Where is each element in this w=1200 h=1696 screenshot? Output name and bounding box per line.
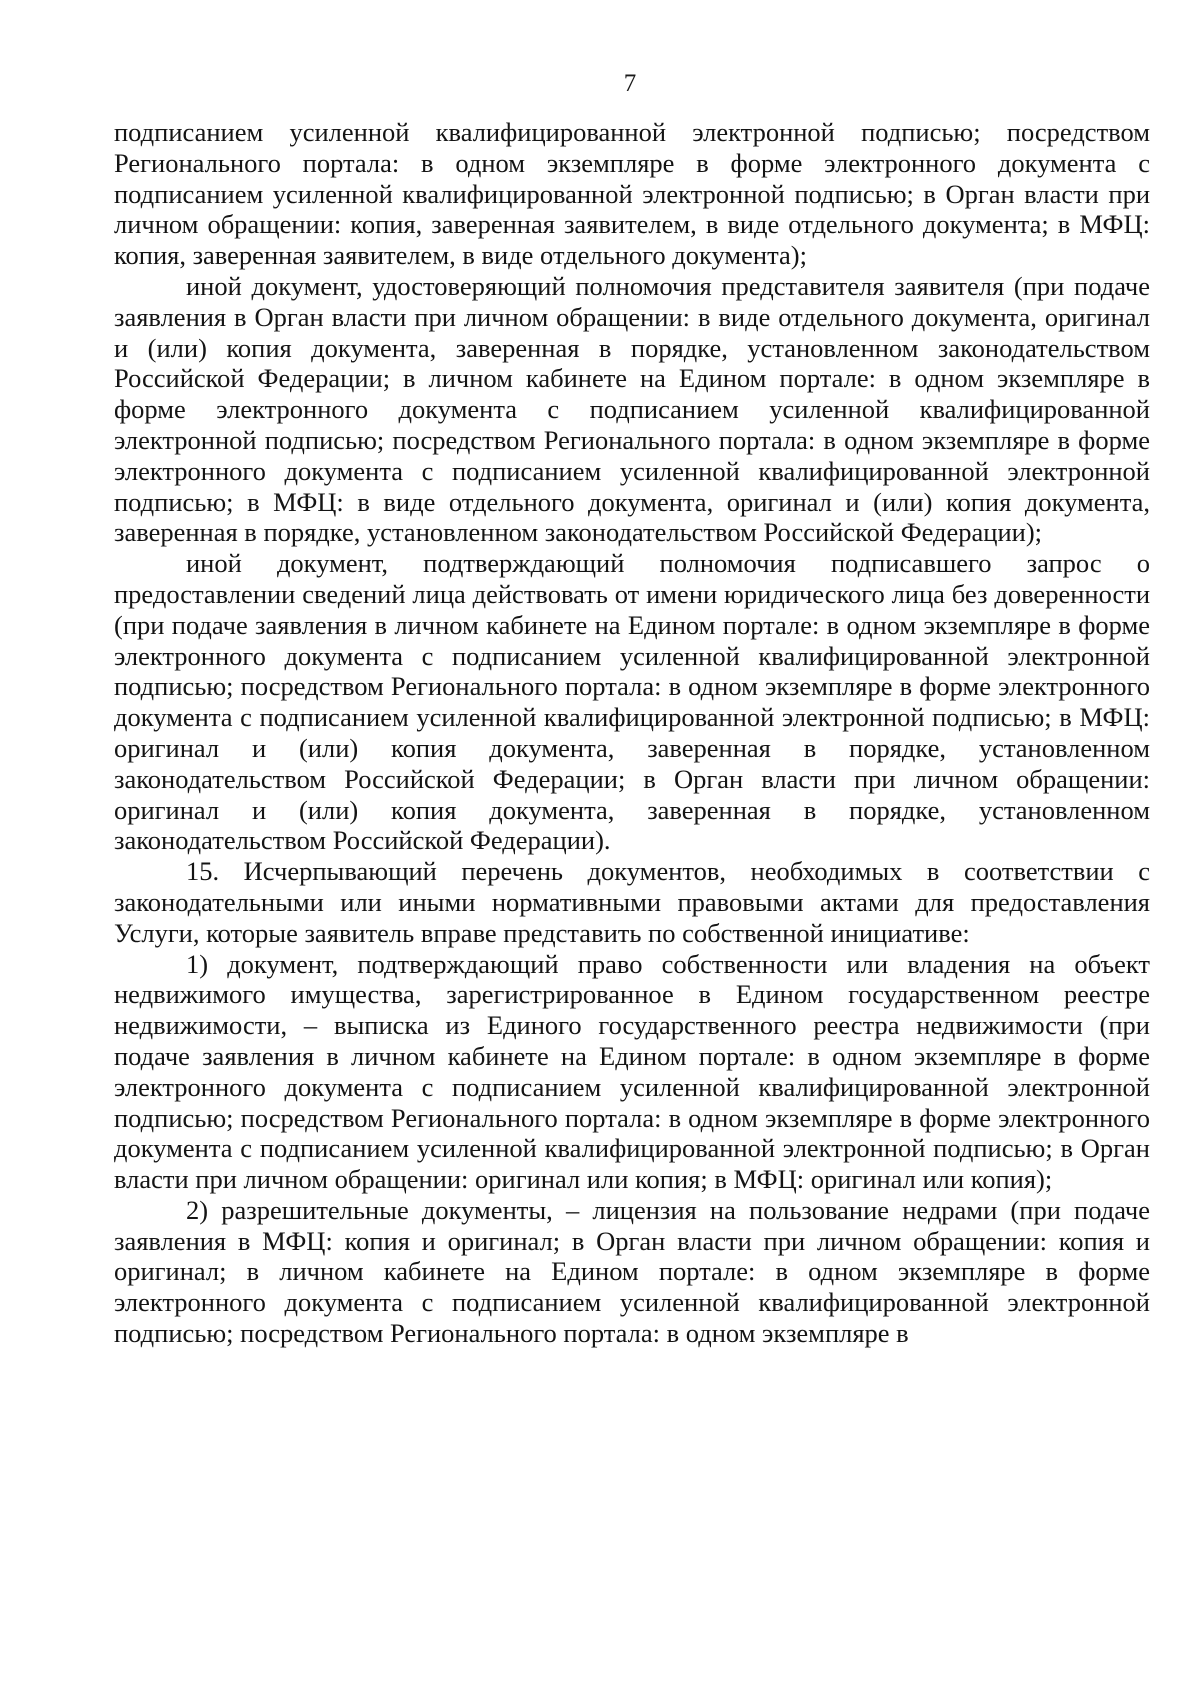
paragraph-continuation: подписанием усиленной квалифицированной электронной подписью; посредством Регионального портала: в одном экземпляре в форме электронного документа с подписанием усиленной квалифицированной электронной подписью; в Орган власти при личном обращении: копия, заверенная заявителем, в виде отдельного документа; в МФЦ: копия, заверенная заявителем, в виде отдельного документа); [114, 117, 1150, 271]
paragraph-other-document-signatory: иной документ, подтверждающий полномочия подписавшего запрос о предоставлении сведений лица действовать от имени юридического лица без доверенности (при подаче заявления в личном кабинете на Едином портале: в одном экземпляре в форме электронного документа с подписанием усиленной квалифицированной электронной подписью; посредством Регионального портала: в одном экземпляре в форме электронного документа с подписанием усиленной квалифицированной электронной подписью; в МФЦ: оригинал и (или) копия документа, заверенная в порядке, установленном законодательством Российской Федерации; в Орган власти при личном обращении: оригинал и (или) копия документа, заверенная в порядке, установленном законодательством Российской Федерации). [114, 548, 1150, 856]
paragraph-other-document-representative: иной документ, удостоверяющий полномочия представителя заявителя (при подаче заявления в Орган власти при личном обращении: в виде отдельного документа, оригинал и (или) копия документа, заверенная в порядке, установленном законодательством Российской Федерации; в личном кабинете на Едином портале: в одном экземпляре в форме электронного документа с подписанием усиленной квалифицированной электронной подписью; посредством Регионального портала: в одном экземпляре в форме электронного документа с подписанием усиленной квалифицированной электронной подписью; в МФЦ: в виде отдельного документа, оригинал и (или) копия документа, заверенная в порядке, установленном законодательством Российской Федерации); [114, 270, 1150, 548]
paragraph-item-15: 15. Исчерпывающий перечень документов, необходимых в соответствии с законодательными или иными нормативными правовыми актами для предоставления Услуги, которые заявитель вправе представить по собственной инициативе: [114, 856, 1150, 948]
document-body [114, 117, 1150, 1349]
paragraph-item-15-1: 1) документ, подтверждающий право собственности или владения на объект недвижимого имущества, зарегистрированное в Едином государственном реестре недвижимости, – выписка из Единого государственного реестра недвижимости (при подаче заявления в личном кабинете на Едином портале: в одном экземпляре в форме электронного документа с подписанием усиленной квалифицированной электронной подписью; посредством Регионального портала: в одном экземпляре в форме электронного документа с подписанием усиленной квалифицированной электронной подписью; в Орган власти при личном обращении: оригинал или копия; в МФЦ: оригинал или копия); [114, 948, 1150, 1195]
paragraph-item-15-2: 2) разрешительные документы, – лицензия на пользование недрами (при подаче заявления в МФЦ: копия и оригинал; в Орган власти при личном обращении: копия и оригинал; в личном кабинете на Едином портале: в одном экземпляре в форме электронного документа с подписанием усиленной квалифицированной электронной подписью; посредством Регионального портала: в одном экземпляре в [114, 1194, 1150, 1349]
page-number: 7 [623, 70, 637, 97]
